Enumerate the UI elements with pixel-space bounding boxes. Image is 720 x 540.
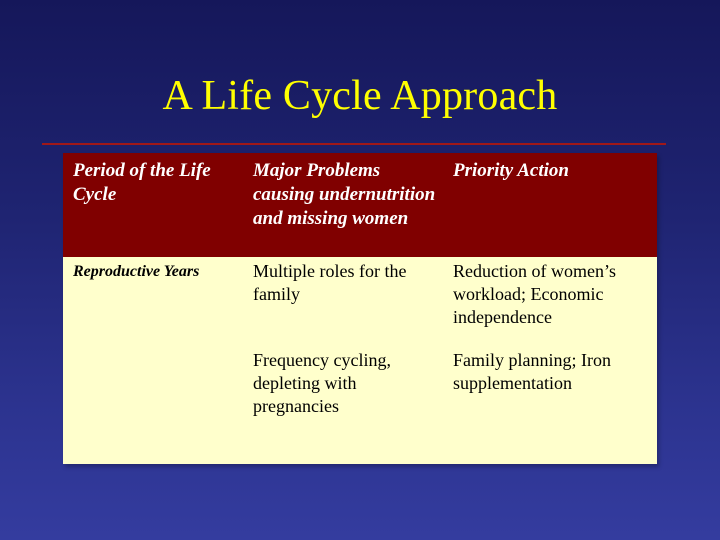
row-2-problem: Frequency cycling, depleting with pregnancies [253, 350, 391, 416]
row-2-action: Family planning; Iron supplementation [453, 350, 611, 393]
row-1-action: Reduction of women’s workload; Economic independence [453, 261, 616, 327]
row-1-problem: Multiple roles for the family [253, 261, 407, 304]
title-divider [42, 143, 666, 145]
header-period: Period of the Life Cycle [73, 160, 211, 205]
row-1-stage: Reproductive Years [73, 263, 200, 280]
header-priority-action: Priority Action [453, 160, 569, 181]
slide-title: A Life Cycle Approach [162, 73, 558, 119]
header-major-problems: Major Problems causing undernutrition and missing women [253, 160, 436, 229]
life-cycle-table [63, 153, 657, 464]
table-header-row [63, 153, 657, 257]
